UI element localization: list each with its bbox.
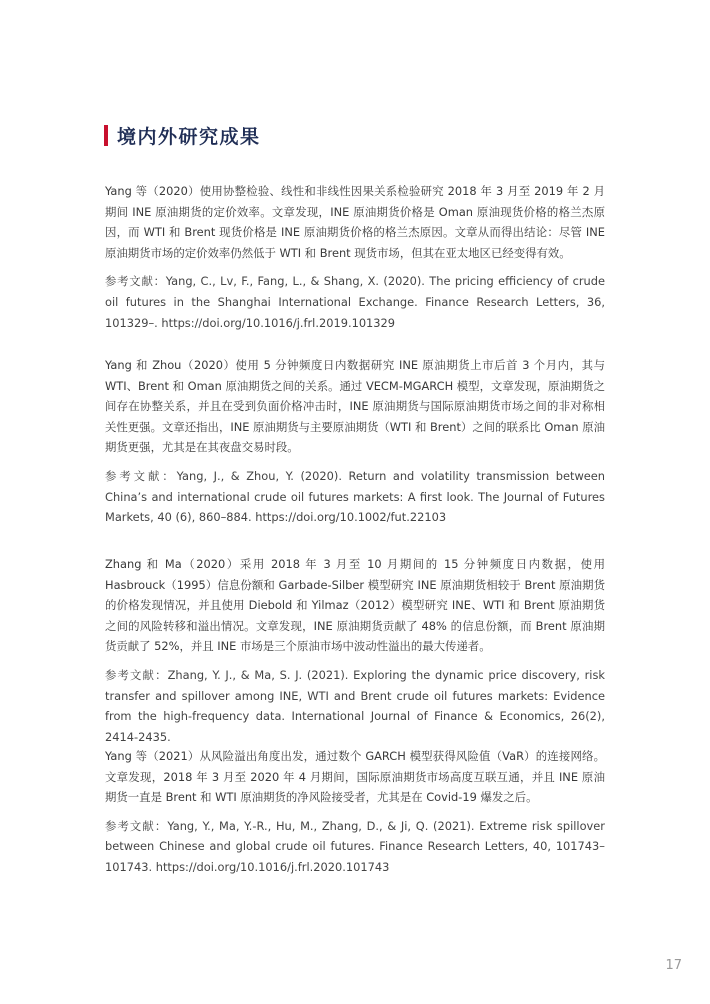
accent-bar — [104, 125, 108, 146]
study-summary: Yang 等（2020）使用协整检验、线性和非线性因果关系检验研究 2018 年 3 月至 2019 年 2 月期间 INE 原油期货的定价效率。文章发现，INE 原油期货价格是 Oman 原油现货价格的格兰杰原因，而 WTI 和 Brent 现货价格是 INE 原油期货价格的格兰杰原因。文章从而得出结论：尽管 INE 原油期货市场的定价效率仍然低于 WTI 和 Brent 现货市场，但其在亚太地区已经变得有效。 — [105, 184, 605, 260]
study-summary: Yang 等（2021）从风险溢出角度出发，通过数个 GARCH 模型获得风险值（VaR）的连接网络。文章发现，2018 年 3 月至 2020 年 4 月期间，国际原油期货市场高度互联互通，并且 INE 原油期货一直是 Brent 和 WTI 原油期货的净风险接受者，尤其是在 Covid-19 爆发之后。 — [105, 749, 605, 805]
study-summary: Zhang 和 Ma（2020）采用 2018 年 3 月至 10 月期间的 15 分钟频度日内数据，使用 Hasbrouck（1995）信息份额和 Garbade-Silber 模型研究 INE 原油期货相较于 Brent 原油期货的价格发现情况，并且使用 Diebold 和 Yilmaz（2012）模型研究 INE、WTI 和 Brent 原油期货之间的风险转移和溢出情况。文章发现，INE 原油期货贡献了 48% 的信息份额，而 Brent 原油期货贡献了 52%，并且 INE 市场是三个原油市场中波动性溢出的最大传递者。 — [105, 557, 605, 654]
study-summary: Yang 和 Zhou（2020）使用 5 分钟频度日内数据研究 INE 原油期货上市后首 3 个月内，其与 WTI、Brent 和 Oman 原油期货之间的关系。通过 VECM-MGARCH 模型，文章发现，原油期货之间存在协整关系，并且在受到负面价格冲击时，INE 原油期货与国际原油期货市场之间的非对称相关性更强。文章还指出，INE 原油期货与主要原油期货（WTI 和 Brent）之间的联系比 Oman 原油期货更强，尤其是在其夜盘交易时段。 — [105, 358, 605, 455]
study-reference: 参考文献：Yang, C., Lv, F., Fang, L., & Shang, X. (2020). The pricing efficiency of crude oil futures in the Shanghai International Exchange. Finance Research Letters, 36, 101329–. https://doi.org/10.1016/j.frl.2019.101329 — [105, 274, 605, 330]
section-title: 境内外研究成果 — [117, 125, 261, 148]
study-reference: 参考文献：Yang, J., & Zhou, Y. (2020). Return and volatility transmission between China’s and international crude oil futures markets: A first look. The Journal of Futures Markets, 40 (6), 860–884. https://doi.org/10.1002/fut.22103 — [105, 468, 605, 525]
study-block — [105, 554, 605, 747]
section-heading — [104, 124, 261, 146]
study-block — [105, 181, 605, 333]
study-reference: 参考文献：Zhang, Y. J., & Ma, S. J. (2021). Exploring the dynamic price discovery, risk transfer and spillover among INE, WTI and Brent crude oil futures markets: Evidence from the high‑frequency data. International Journal of Finance & Economics, 26(2), 2414-2435. — [105, 667, 605, 744]
study-block — [105, 355, 605, 528]
study-reference: 参考文献：Yang, Y., Ma, Y.-R., Hu, M., Zhang, D., & Ji, Q. (2021). Extreme risk spillover between Chinese and global crude oil futures. Finance Research Letters, 40, 101743–101743. https://doi.org/10.1016/j.frl.2020.101743 — [105, 818, 605, 874]
page-number: 17 — [665, 958, 682, 973]
study-block — [105, 746, 605, 878]
